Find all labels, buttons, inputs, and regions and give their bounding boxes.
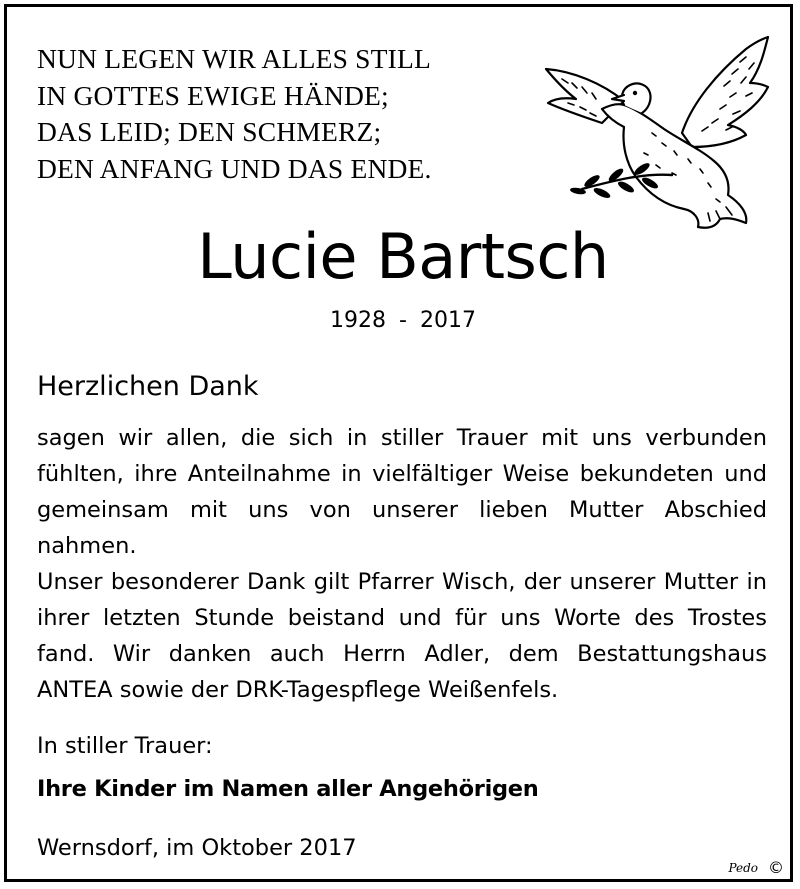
deceased-name: Lucie Bartsch xyxy=(197,220,609,293)
designer-credit: Pedo xyxy=(728,861,758,875)
poem-line: NUN LEGEN WIR ALLES STILL xyxy=(37,43,432,74)
dove-with-olive-branch-icon xyxy=(532,23,780,233)
poem-verse xyxy=(37,41,432,187)
poem-line: DAS LEID; DEN SCHMERZ; xyxy=(37,116,382,147)
poem-line: DEN ANFANG UND DAS ENDE. xyxy=(37,152,432,184)
thanks-text xyxy=(37,420,767,708)
obituary-card xyxy=(4,4,793,882)
signature: Ihre Kinder im Namen aller Angehörigen xyxy=(37,776,539,802)
thanks-paragraph: Unser besonderer Dank gilt Pfarrer Wisch, der unserer Mutter in ihrer letzten Stunde beistand und für uns Worte des Trostes fand. Wir danken auch Herrn Adler, dem Bestattungshaus ANTEA sowie der DRK-Tagespflege Weißenfels. xyxy=(37,569,767,703)
copyright-symbol: © xyxy=(768,858,784,877)
thanks-heading: Herzlichen Dank xyxy=(37,371,259,402)
place-date: Wernsdorf, im Oktober 2017 xyxy=(37,835,357,861)
life-dates: 1928 - 2017 xyxy=(330,308,476,333)
poem-line: IN GOTTES EWIGE HÄNDE; xyxy=(37,79,389,111)
thanks-paragraph: sagen wir allen, die sich in stiller Trauer mit uns verbunden fühlten, ihre Anteilnahme in vielfältiger Weise bekundeten und gemeinsam mit uns von unserer lieben Mutter Abschied nahmen. xyxy=(37,425,767,559)
mourning-label: In stiller Trauer: xyxy=(37,733,213,759)
